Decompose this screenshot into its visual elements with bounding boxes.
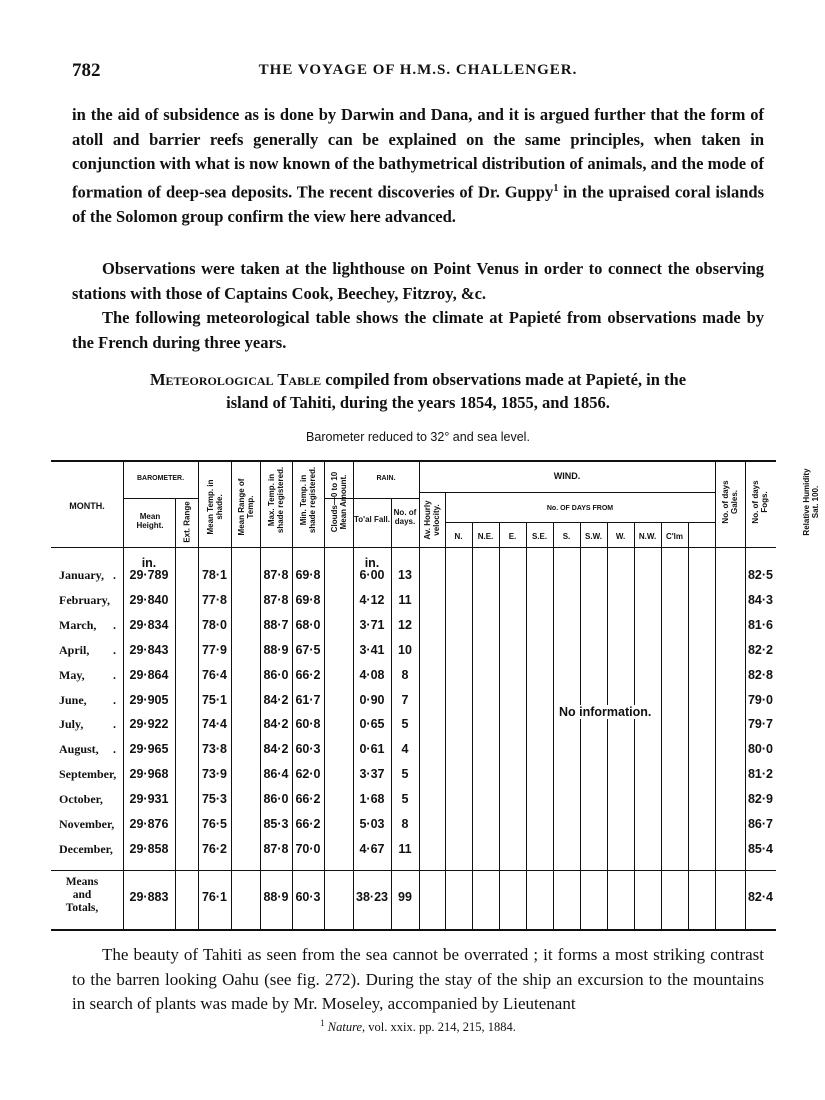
running-title: THE VOYAGE OF H.M.S. CHALLENGER.	[258, 62, 578, 78]
cell-month: November,	[59, 817, 115, 831]
cell-no-days: 5	[401, 717, 409, 732]
header-mean-range: Mean Range of Temp.	[237, 478, 255, 536]
col-rule	[472, 522, 473, 929]
cell-mean-height: 29·834	[129, 617, 169, 632]
cell-humidity: 82·9	[747, 792, 774, 807]
cell-humidity: 79·0	[747, 692, 774, 707]
header-no-days: No. of days.	[393, 508, 417, 526]
cell-mean-height: 29·789	[129, 568, 169, 582]
cell-humidity: 84·3	[747, 592, 774, 607]
header-min-temp: Min. Temp. in shade registered.	[299, 466, 317, 534]
col-rule	[634, 522, 635, 929]
header-wind: WIND.	[553, 471, 581, 481]
unit-height: in.	[141, 556, 157, 570]
cell-humidity: 82·8	[747, 667, 774, 682]
cell-min-temp: 69·8	[295, 568, 321, 582]
header-dir-w: W.	[615, 532, 626, 541]
means-total-fall: 38·23	[356, 890, 388, 904]
cell-no-days: 11	[398, 592, 412, 607]
header-mean-temp: Mean Temp. in shade.	[206, 479, 224, 535]
cell-month-dot: .	[113, 717, 116, 732]
cell-total-fall: 0·65	[359, 717, 385, 732]
cell-month-dot: .	[113, 742, 116, 757]
cell-mean-height: 29·843	[129, 642, 169, 657]
cell-no-days: 8	[401, 817, 409, 831]
cell-mean-temp: 76·4	[201, 667, 228, 682]
cell-month: January,	[59, 568, 105, 582]
cell-month: July,	[59, 717, 84, 732]
cell-min-temp: 60·8	[295, 717, 321, 732]
col-rule	[499, 522, 500, 929]
header-dir-sw: S.W.	[585, 532, 602, 541]
footnote	[72, 1018, 764, 1035]
cell-no-days: 8	[401, 667, 409, 682]
cell-mean-height: 29·864	[129, 667, 169, 682]
cell-month: October,	[59, 792, 103, 807]
unit-fall: in.	[364, 556, 380, 570]
cell-month-dot: .	[113, 617, 116, 632]
cell-mean-temp: 77·9	[201, 642, 228, 657]
means-min-temp: 60·3	[295, 890, 321, 904]
header-rain: RAIN.	[376, 475, 396, 482]
cell-month: August,	[59, 742, 99, 757]
header-dir-ne: N.E.	[477, 532, 494, 541]
cell-mean-height: 29·840	[129, 592, 169, 607]
header-max-temp: Max. Temp. in shade registered.	[267, 466, 285, 534]
cell-total-fall: 4·67	[359, 841, 385, 856]
cell-max-temp: 88·9	[263, 642, 289, 657]
cell-mean-height: 29·876	[129, 817, 169, 831]
col-rule	[419, 462, 420, 929]
footnote-source: Nature	[327, 1020, 363, 1035]
header-fogs: No. of days Fogs.	[751, 480, 769, 524]
header-days-from: No. OF DAYS FROM	[546, 505, 614, 512]
cell-no-days: 5	[401, 792, 409, 807]
col-rule	[580, 522, 581, 929]
header-gales: No. of days Gales.	[721, 480, 739, 524]
barometer-note: Barometer reduced to 32° and sea level.	[306, 430, 530, 444]
col-rule	[607, 522, 608, 929]
header-dir-nw: N.W.	[638, 532, 657, 541]
header-dir-n: N.	[454, 532, 463, 541]
cell-max-temp: 87·8	[263, 568, 289, 582]
cell-total-fall: 4·12	[359, 592, 385, 607]
cell-total-fall: 4·08	[359, 667, 385, 682]
cell-no-days: 11	[398, 841, 412, 856]
caption-line1: compiled from observations made at Papieté, in the	[321, 370, 687, 389]
cell-month: March,	[59, 617, 97, 632]
cell-min-temp: 66·2	[295, 817, 321, 831]
col-rule	[391, 498, 392, 929]
cell-mean-temp: 73·8	[201, 742, 228, 757]
cell-min-temp: 66·2	[295, 667, 321, 682]
paragraph-tahiti: The beauty of Tahiti as seen from the sea cannot be overrated ; it forms a most striking contrast to the barren looking Oahu (see fig. 272). During the stay of the ship an excursion to the mountains in search of plants was made by Mr. Moseley, accompanied by Lieutenant	[72, 945, 764, 1013]
cell-humidity: 81·6	[747, 617, 774, 632]
means-humidity: 82·4	[747, 890, 774, 904]
cell-mean-height: 29·931	[129, 792, 169, 807]
cell-humidity: 81·2	[747, 767, 774, 782]
cell-month: May,	[59, 667, 85, 682]
cell-max-temp: 87·8	[263, 592, 289, 607]
cell-max-temp: 84·2	[263, 742, 289, 757]
page-header	[72, 60, 764, 86]
cell-total-fall: 1·68	[359, 792, 385, 807]
cell-max-temp: 88·7	[263, 617, 289, 632]
header-dir-se: S.E.	[531, 532, 548, 541]
cell-total-fall: 6·00	[359, 568, 385, 582]
header-mean-height: Mean Height.	[136, 512, 164, 530]
cell-humidity: 80·0	[747, 742, 774, 757]
cell-total-fall: 3·41	[359, 642, 385, 657]
cell-month: September,	[59, 767, 117, 782]
cell-month: April,	[59, 642, 90, 657]
cell-mean-temp: 78·1	[201, 568, 228, 582]
cell-max-temp: 87·8	[263, 841, 289, 856]
paragraph-table-intro: The following meteorological table shows the climate at Papieté from observations made by the French during three years.	[72, 308, 764, 352]
cell-total-fall: 0·61	[359, 742, 385, 757]
cell-month: February,	[59, 592, 110, 607]
cell-mean-height: 29·968	[129, 767, 169, 782]
means-max-temp: 88·9	[263, 890, 289, 904]
means-mean-temp: 76·1	[201, 890, 228, 904]
cell-mean-height: 29·858	[129, 841, 169, 856]
paragraph-observations: Observations were taken at the lighthouse on Point Venus in order to connect the observing stations with those of Captains Cook, Beechey, Fitzroy, &c.	[72, 259, 764, 303]
paragraph-subsidence-text: in the aid of subsidence as is done by Darwin and Dana, and it is argued further that the form of atoll and barrier reefs generally can be explained on the same principles, when taken in conjunction with what is now known of the bathymetrical distribution of animals, and the mode of formation of deep-sea deposits. The recent discoveries of Dr. Guppy	[72, 105, 764, 201]
cell-no-days: 5	[401, 767, 409, 782]
header-rule	[51, 547, 776, 548]
cell-max-temp: 86·0	[263, 792, 289, 807]
cell-humidity: 85·4	[747, 841, 774, 856]
means-label: Means and Totals,	[65, 876, 99, 914]
cell-month-dot: .	[113, 568, 116, 582]
cell-month-dot: .	[113, 667, 116, 682]
header-av-velocity: Av. Hourly velocity.	[423, 500, 441, 540]
paragraph-subsidence-end: in the upraised coral islands of the Solomon group confirm the view here advanced.	[72, 182, 764, 226]
cell-max-temp: 86·4	[263, 767, 289, 782]
cell-mean-temp: 76·5	[201, 817, 228, 831]
header-humidity: Relative Humidity Sat. 100.	[802, 468, 820, 536]
col-rule	[688, 522, 689, 929]
cell-min-temp: 62·0	[295, 767, 321, 782]
col-rule	[324, 462, 325, 929]
no-information-label: No information.	[559, 705, 652, 719]
col-rule	[553, 522, 554, 929]
cell-min-temp: 66·2	[295, 792, 321, 807]
col-rule	[175, 498, 176, 929]
cell-min-temp: 67·5	[295, 642, 321, 657]
cell-month-dot: .	[113, 642, 116, 657]
cell-mean-temp: 76·2	[201, 841, 228, 856]
means-height: 29·883	[129, 890, 169, 904]
header-rule	[419, 492, 715, 493]
cell-total-fall: 0·90	[359, 692, 385, 707]
cell-min-temp: 69·8	[295, 592, 321, 607]
caption-line2: island of Tahiti, during the years 1854, 1855, and 1856.	[226, 393, 610, 412]
cell-no-days: 12	[398, 617, 412, 632]
cell-no-days: 10	[398, 642, 412, 657]
footnote-ref: 1	[553, 182, 559, 194]
cell-mean-temp: 78·0	[201, 617, 228, 632]
header-total-fall: To'al Fall.	[354, 515, 390, 524]
col-rule	[231, 462, 232, 929]
header-barometer: BAROMETER.	[136, 475, 185, 482]
means-no-days: 99	[398, 890, 412, 904]
cell-mean-temp: 73·9	[201, 767, 228, 782]
cell-max-temp: 84·2	[263, 692, 289, 707]
cell-humidity: 79·7	[747, 717, 774, 732]
cell-max-temp: 85·3	[263, 817, 289, 831]
cell-mean-temp: 75·1	[201, 692, 228, 707]
cell-mean-temp: 74·4	[201, 717, 228, 732]
cell-min-temp: 61·7	[295, 692, 321, 707]
cell-humidity: 86·7	[747, 817, 774, 831]
meteorological-table	[51, 460, 820, 931]
cell-humidity: 82·2	[747, 642, 774, 657]
col-rule	[661, 522, 662, 929]
caption-lead: Meteorological Table	[149, 370, 322, 389]
header-month: MONTH.	[69, 501, 105, 511]
cell-max-temp: 86·0	[263, 667, 289, 682]
cell-no-days: 13	[398, 568, 412, 582]
header-clouds: Clouds—0 to 10 Mean Amount.	[330, 471, 348, 533]
cell-total-fall: 3·71	[359, 617, 385, 632]
cell-mean-height: 29·905	[129, 692, 169, 707]
cell-min-temp: 70·0	[295, 841, 321, 856]
cell-mean-temp: 77·8	[201, 592, 228, 607]
footnote-mark: 1	[320, 1018, 325, 1028]
page-number: 782	[72, 60, 101, 81]
footnote-rest: , vol. xxix. pp. 214, 215, 1884.	[362, 1020, 516, 1035]
header-dir-calm: C'lm	[665, 532, 683, 541]
cell-month: June,	[59, 692, 87, 707]
cell-min-temp: 60·3	[295, 742, 321, 757]
header-dir-e: E.	[508, 532, 517, 541]
header-ext-range: Ext. Range	[182, 501, 192, 543]
paragraph-subsidence	[72, 103, 764, 229]
cell-month: December,	[59, 841, 113, 856]
cell-no-days: 4	[401, 742, 409, 757]
means-rule	[51, 870, 776, 871]
cell-max-temp: 84·2	[263, 717, 289, 732]
cell-humidity: 82·5	[747, 568, 774, 582]
header-dir-s: S.	[562, 532, 571, 541]
cell-total-fall: 3·37	[359, 767, 385, 782]
col-rule	[715, 462, 716, 929]
cell-total-fall: 5·03	[359, 817, 385, 831]
col-rule	[445, 492, 446, 929]
cell-month-dot: .	[113, 692, 116, 707]
cell-no-days: 7	[401, 692, 409, 707]
col-rule	[526, 522, 527, 929]
cell-mean-height: 29·965	[129, 742, 169, 757]
header-rule	[445, 522, 715, 523]
cell-min-temp: 68·0	[295, 617, 321, 632]
cell-mean-temp: 75·3	[201, 792, 228, 807]
header-rule	[123, 498, 198, 499]
cell-mean-height: 29·922	[129, 717, 169, 732]
table-caption	[110, 368, 726, 414]
